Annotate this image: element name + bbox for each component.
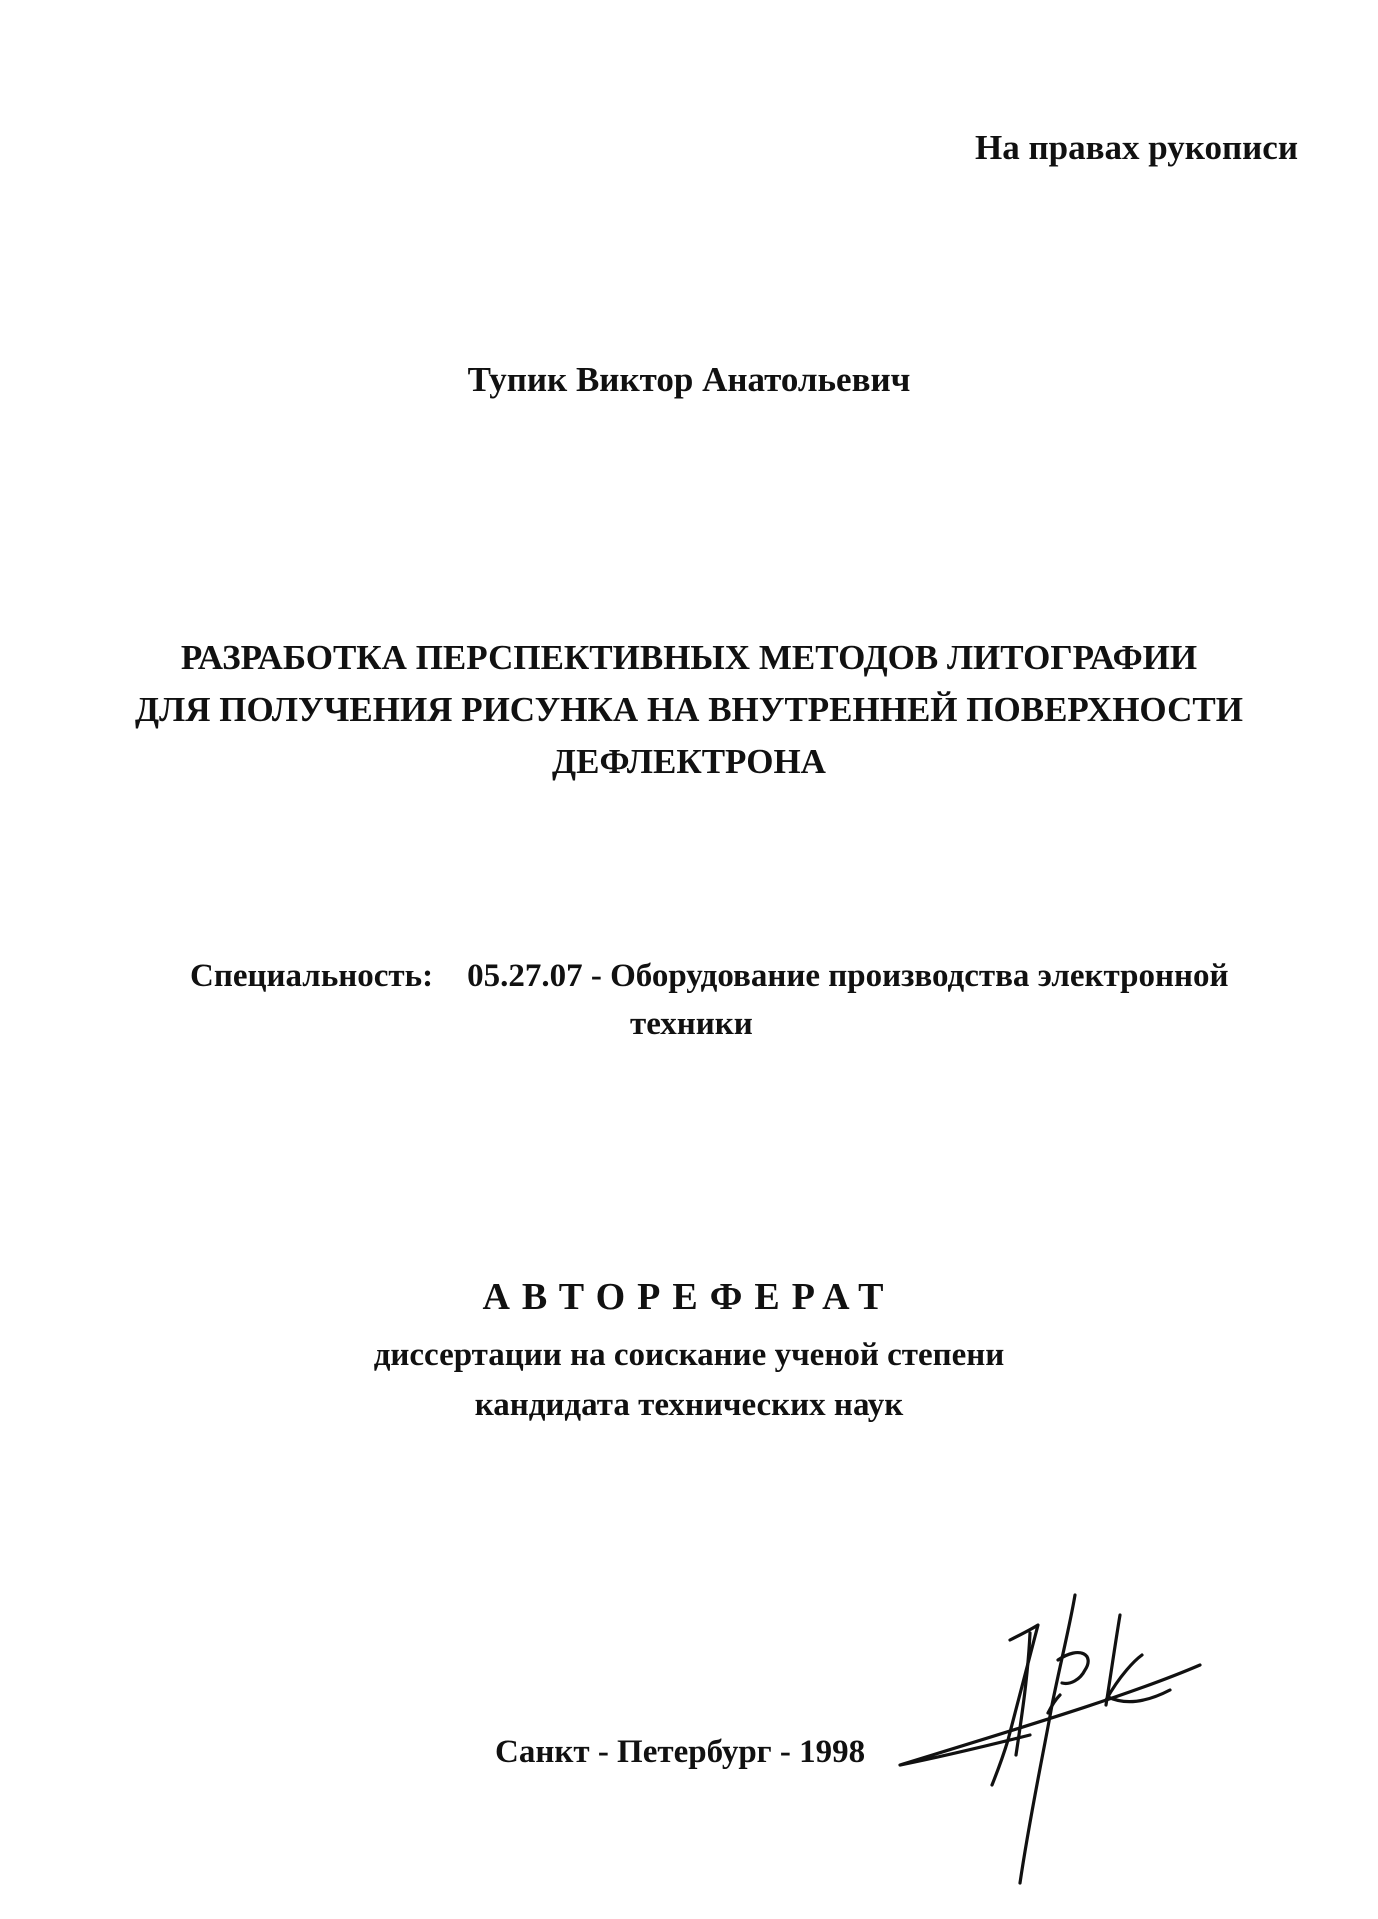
rights-note: На правах рукописи xyxy=(975,128,1298,167)
title-line-2: ДЛЯ ПОЛУЧЕНИЯ РИСУНКА НА ВНУТРЕННЕЙ ПОВЕРХНОСТИ xyxy=(135,690,1243,729)
signature-icon xyxy=(880,1585,1210,1885)
author-name: Тупик Виктор Анатольевич xyxy=(467,360,911,399)
place-year: Санкт - Петербург - 1998 xyxy=(495,1734,866,1770)
dissertation-title xyxy=(0,632,1378,788)
specialty-value: 05.27.07 - Оборудование производства электронной xyxy=(467,958,1229,994)
abstract-subtitle xyxy=(0,1330,1378,1430)
abstract-line-2: кандидата технических наук xyxy=(474,1387,904,1423)
abstract-heading: АВТОРЕФЕРАТ xyxy=(482,1276,896,1318)
specialty-continuation: техники xyxy=(630,1006,753,1042)
title-line-1: РАЗРАБОТКА ПЕРСПЕКТИВНЫХ МЕТОДОВ ЛИТОГРАФИИ xyxy=(180,638,1198,677)
title-line-3: ДЕФЛЕКТРОНА xyxy=(552,742,826,781)
specialty-label: Специальность: xyxy=(190,958,434,994)
abstract-line-1: диссертации на соискание ученой степени xyxy=(373,1337,1005,1373)
specialty-line xyxy=(190,958,1229,995)
